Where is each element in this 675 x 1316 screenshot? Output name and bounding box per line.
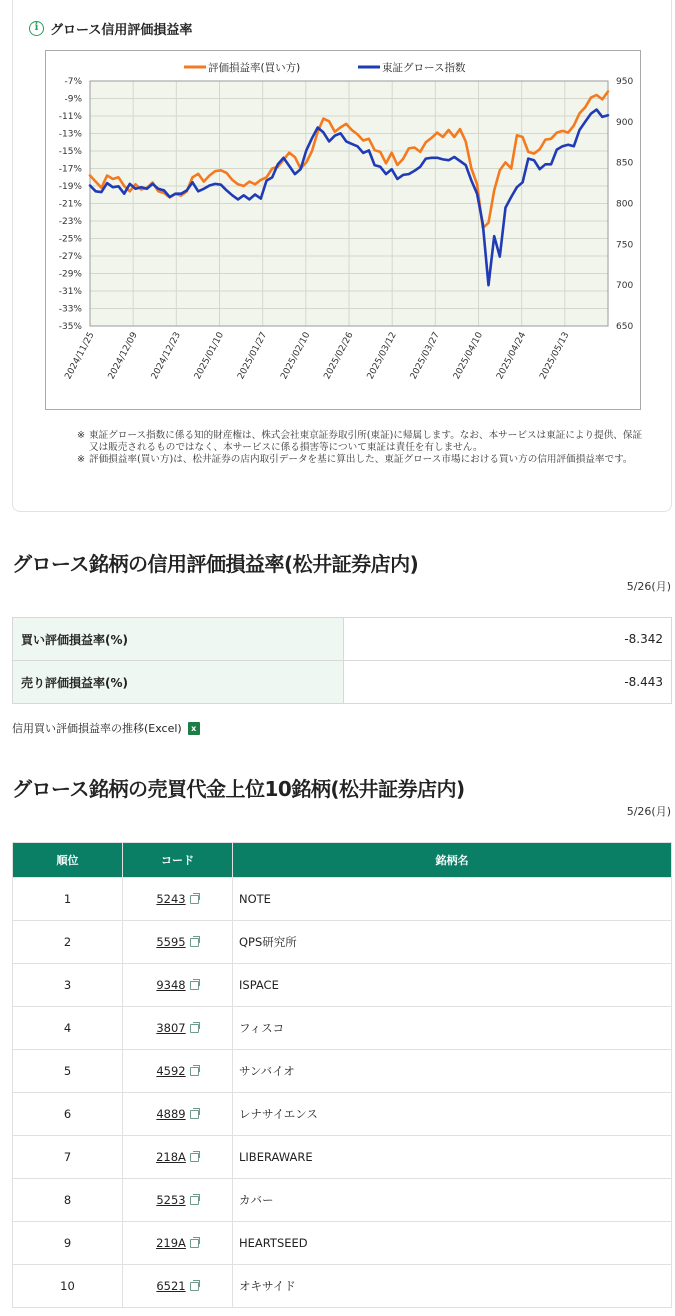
x-axis-tick-label: 2025/03/27 (408, 330, 442, 382)
copy-icon[interactable] (190, 981, 199, 990)
table-row (13, 1007, 672, 1050)
x-axis-tick-label: 2025/04/10 (451, 330, 486, 382)
x-axis-tick-label: 2024/12/09 (106, 330, 140, 382)
stock-code-link[interactable]: 9348 (156, 978, 186, 992)
rank-cell: 2 (13, 921, 123, 964)
table-row (13, 1050, 672, 1093)
table-row (13, 1093, 672, 1136)
right-axis-tick-label: 850 (616, 158, 634, 169)
left-axis-tick-label: -23% (58, 217, 82, 227)
margin-rate-date: 5/26(月) (626, 580, 671, 593)
rank-cell: 3 (13, 964, 123, 1007)
copy-icon[interactable] (190, 938, 199, 947)
stock-code-link[interactable]: 3807 (156, 1021, 186, 1035)
left-axis-tick-label: -21% (58, 199, 82, 210)
left-axis-tick-label: -9% (64, 94, 82, 105)
code-cell (123, 1222, 233, 1265)
left-axis-tick-label: -27% (58, 252, 82, 262)
table-row (13, 1136, 672, 1179)
copy-icon[interactable] (190, 1024, 199, 1033)
panel-title-text: グロース信用評価損益率 (50, 23, 193, 38)
x-axis-tick-label: 2025/05/13 (538, 330, 572, 382)
copy-icon[interactable] (190, 1239, 199, 1248)
chart-notes (77, 430, 647, 466)
copy-icon[interactable] (190, 1196, 199, 1205)
stock-code-link[interactable]: 219A (156, 1236, 186, 1250)
right-axis-tick-label: 650 (616, 322, 634, 332)
code-cell (123, 964, 233, 1007)
margin-rate-table (12, 617, 672, 704)
rank-cell: 1 (13, 878, 123, 921)
left-axis-tick-label: -15% (58, 147, 82, 157)
x-axis-tick-label: 2025/02/26 (322, 330, 356, 382)
stock-code-link[interactable]: 4592 (156, 1064, 186, 1078)
info-icon: i (29, 21, 44, 36)
code-cell (123, 1265, 233, 1308)
left-axis-tick-label: -7% (64, 77, 82, 87)
stock-code-link[interactable]: 218A (156, 1150, 186, 1164)
stock-code-link[interactable]: 5253 (156, 1193, 186, 1207)
left-axis-tick-label: -31% (58, 287, 82, 297)
ranking-body (13, 878, 672, 1308)
code-cell (123, 1093, 233, 1136)
excel-link-text[interactable]: 信用買い評価損益率の推移(Excel) (12, 722, 182, 735)
rank-cell: 9 (13, 1222, 123, 1265)
rank-cell: 5 (13, 1050, 123, 1093)
x-axis-tick-label: 2025/04/24 (495, 330, 529, 382)
code-header: コード (123, 843, 233, 878)
line-chart (46, 51, 640, 409)
stock-code-link[interactable]: 6521 (156, 1279, 186, 1293)
chart-panel (12, 0, 672, 512)
table-row (13, 661, 672, 704)
right-axis-tick-label: 800 (616, 199, 634, 210)
rank-cell: 10 (13, 1265, 123, 1308)
legend-label: 東証グロース指数 (382, 62, 466, 74)
margin-rate-title: グロース銘柄の信用評価損益率(松井証券店内) (12, 552, 419, 576)
copy-icon[interactable] (190, 1110, 199, 1119)
chart-frame (45, 50, 641, 410)
excel-file-icon[interactable]: x (188, 722, 200, 735)
stock-name-cell: フィスコ (233, 1007, 672, 1050)
name-header: 銘柄名 (233, 843, 672, 878)
left-axis-tick-label: -17% (58, 164, 82, 175)
stock-name-cell: LIBERAWARE (233, 1136, 672, 1179)
ranking-title: グロース銘柄の売買代金上位10銘柄(松井証券店内) (12, 777, 465, 801)
stock-name-cell: ISPACE (233, 964, 672, 1007)
table-header-row (13, 843, 672, 878)
stock-name-cell: QPS研究所 (233, 921, 672, 964)
stock-name-cell: レナサイエンス (233, 1093, 672, 1136)
stock-name-cell: オキサイド (233, 1265, 672, 1308)
rank-cell: 4 (13, 1007, 123, 1050)
rank-cell: 7 (13, 1136, 123, 1179)
stock-name-cell: HEARTSEED (233, 1222, 672, 1265)
panel-title (29, 19, 192, 38)
table-row (13, 1179, 672, 1222)
code-cell (123, 1179, 233, 1222)
code-cell (123, 921, 233, 964)
excel-download-link[interactable] (12, 720, 200, 736)
x-axis-tick-label: 2025/03/12 (365, 330, 399, 382)
left-axis-tick-label: -29% (58, 269, 82, 280)
stock-name-cell: NOTE (233, 878, 672, 921)
rank-header: 順位 (13, 843, 123, 878)
right-axis-tick-label: 900 (616, 117, 634, 128)
ranking-table (12, 842, 672, 1308)
rank-cell: 6 (13, 1093, 123, 1136)
note-definition: ※ 評価損益率(買い方)は、松井証券の店内取引データを基に算出した、東証グロース市場における買い方の信用評価損益率です。 (77, 454, 647, 466)
sell-rate-label: 売り評価損益率(%) (13, 661, 344, 704)
left-axis-tick-label: -11% (58, 112, 82, 122)
x-axis-tick-label: 2025/02/10 (279, 330, 313, 382)
code-cell (123, 1050, 233, 1093)
left-axis-tick-label: -33% (58, 304, 82, 315)
table-row (13, 878, 672, 921)
x-axis-tick-label: 2024/11/25 (63, 330, 97, 382)
x-axis-tick-label: 2025/01/27 (236, 330, 270, 382)
right-axis-tick-label: 750 (616, 240, 634, 251)
copy-icon[interactable] (190, 1153, 199, 1162)
x-axis-tick-label: 2024/12/23 (149, 330, 183, 382)
table-row (13, 618, 672, 661)
stock-code-link[interactable]: 4889 (156, 1107, 186, 1121)
copy-icon[interactable] (190, 1282, 199, 1291)
code-cell (123, 878, 233, 921)
legend-label: 評価損益率(買い方) (208, 62, 301, 74)
code-cell (123, 1007, 233, 1050)
ranking-date: 5/26(月) (626, 805, 671, 818)
table-row (13, 1265, 672, 1308)
right-axis-tick-label: 950 (616, 77, 634, 87)
table-row (13, 964, 672, 1007)
x-axis-tick-label: 2025/01/10 (192, 330, 227, 382)
buy-rate-label: 買い評価損益率(%) (13, 618, 344, 661)
table-row (13, 921, 672, 964)
left-axis-tick-label: -35% (58, 322, 82, 332)
buy-rate-value: -8.342 (344, 618, 672, 661)
left-axis-tick-label: -13% (58, 129, 82, 140)
note-copyright: ※ 東証グロース指数に係る知的財産権は、株式会社東京証券取引所(東証)に帰属します。なお、本サービスは東証により提供、保証又は販売されるものではなく、本サービスに係る損害等について東証は責任を有しません。 (77, 430, 647, 454)
left-axis-tick-label: -19% (58, 182, 82, 192)
stock-code-link[interactable]: 5243 (156, 892, 186, 906)
stock-code-link[interactable]: 5595 (156, 935, 186, 949)
stock-name-cell: カバー (233, 1179, 672, 1222)
rank-cell: 8 (13, 1179, 123, 1222)
code-cell (123, 1136, 233, 1179)
table-row (13, 1222, 672, 1265)
copy-icon[interactable] (190, 895, 199, 904)
copy-icon[interactable] (190, 1067, 199, 1076)
right-axis-tick-label: 700 (616, 281, 634, 292)
left-axis-tick-label: -25% (58, 234, 82, 245)
sell-rate-value: -8.443 (344, 661, 672, 704)
stock-name-cell: サンバイオ (233, 1050, 672, 1093)
